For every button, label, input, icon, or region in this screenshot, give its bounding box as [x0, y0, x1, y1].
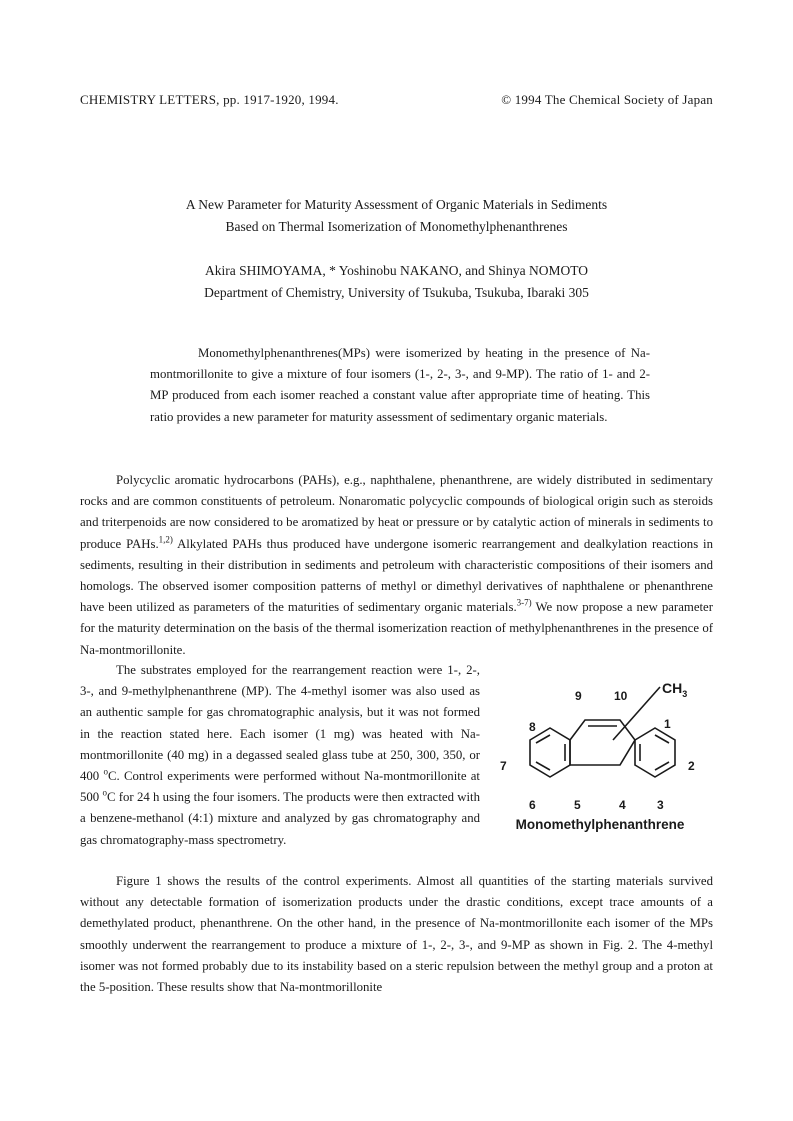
affiliation: Department of Chemistry, University of Tsukuba, Tsukuba, Ibaraki 305 — [204, 285, 589, 300]
position-label-4: 4 — [619, 798, 626, 812]
position-label-10: 10 — [614, 689, 628, 703]
inner-bond-left-1 — [536, 735, 550, 743]
copyright-notice: © 1994 The Chemical Society of Japan — [501, 92, 713, 107]
position-label-8: 8 — [529, 720, 536, 734]
figure-caption: Monomethylphenanthrene — [515, 817, 685, 832]
body-paragraph-3 — [80, 871, 713, 998]
body-paragraph-2 — [80, 660, 480, 851]
position-label-7: 7 — [500, 759, 507, 773]
reference-3-7: 3-7) — [516, 597, 532, 608]
p3-text: Figure 1 shows the results of the control experiments. Almost all quantities of the starting materials survived without any detectable formation of isomerization products under the drastic conditions, except trace amounts of a demethylated product, phenanthrene. On the other hand, in the presence of Na-montmorillonite each isomer of the MPs smoothly underwent the rearrangement to produce a mixture of 1-, 2-, 3-, and 9-MP as shown in Fig. 2. The 4-methyl isomer was not formed probably due to its instability based on a steric repulsion between the methyl group and a proton at the 5-position. These results show that Na-montmorillonite — [80, 874, 713, 995]
p1-text-b: Alkylated PAHs thus produced have undergone isomeric rearrangement and dealkylation reactions in sediments, resulting in their distribution in sediments and petroleum with characteristic compositions of their isomers and homologs. The observed isomer composition patterns of methyl or dimethyl derivatives of naphthalene or phenanthrene have been utilized as parameters of the maturities of sedimentary organic materials. — [80, 536, 713, 615]
methyl-label — [662, 680, 687, 699]
abstract-text: Monomethylphenanthrenes(MPs) were isomerized by heating in the presence of Na-montmorillonite to give a mixture of four isomers (1-, 2-, 3-, and 9-MP). The ratio of 1- and 2-MP produced from each isomer reached a constant value after appropriate time of heating. This ratio provides a new parameter for maturity assessment of sedimentary organic materials. — [150, 346, 650, 424]
reference-1-2: 1,2) — [158, 534, 173, 545]
degree-mark-2: o — [102, 787, 107, 798]
journal-citation: CHEMISTRY LETTERS, pp. 1917-1920, 1994. — [80, 92, 339, 107]
p2-text-c: C for 24 h using the four isomers. The products were then extracted with a benzene-methanol (4:1) mixture and analyzed by gas chromatography and gas chromatography-mass spectrometry. — [80, 790, 480, 847]
inner-bond-right-2 — [655, 762, 669, 770]
p1-text-c: We now propose a new parameter for the maturity determination on the basis of the thermal isomerization reaction of methylphenanthrenes in the presence of Na-montmorillonite. — [80, 600, 713, 657]
methyl-label-ch: CH — [662, 680, 683, 696]
position-label-6: 6 — [529, 798, 536, 812]
position-label-3: 3 — [657, 798, 664, 812]
p2-text-a: The substrates employed for the rearrangement reaction were 1-, 2-, 3-, and 9-methylphenanthrene (MP). The 4-methyl isomer was also used as an authentic sample for gas chromatographic analysis, but it was not formed in the reaction stated here. Each isomer (1 mg) was heated with Na-montmorillonite (40 mg) in a degassed sealed glass tube at 250, 300, 350, or 400 — [80, 663, 480, 784]
body-paragraph-1 — [80, 470, 713, 661]
p1-text-a: Polycyclic aromatic hydrocarbons (PAHs), e.g., naphthalene, phenanthrene, are widely distributed in sedimentary rocks and are common constituents of petroleum. Nonaromatic polycyclic compounds of biological origin such as steroids and triterpenoids are now considered to be aromatized by heat or pressure or by catalytic action of minerals in sediments to produce PAHs. — [80, 473, 713, 551]
phenanthrene-structure-figure — [495, 680, 725, 830]
p2-text-b: C. Control experiments were performed without Na-montmorillonite at 500 — [80, 769, 480, 805]
abstract — [150, 343, 650, 428]
article-title-line1: A New Parameter for Maturity Assessment of Organic Materials in Sediments — [185, 197, 608, 212]
phenanthrene-structure-drawing — [495, 680, 725, 815]
article-title-line2: Based on Thermal Isomerization of Monomethylphenanthrenes — [225, 219, 568, 234]
author-list: Akira SHIMOYAMA, * Yoshinobu NAKANO, and Shinya NOMOTO — [204, 263, 589, 278]
degree-mark-1: o — [103, 766, 108, 777]
inner-bond-right-1 — [655, 735, 669, 743]
position-label-9: 9 — [575, 689, 582, 703]
inner-bond-left-2 — [536, 762, 550, 770]
position-label-5: 5 — [574, 798, 581, 812]
position-label-1: 1 — [664, 717, 671, 731]
position-label-2: 2 — [688, 759, 695, 773]
methyl-subscript: 3 — [682, 688, 688, 699]
